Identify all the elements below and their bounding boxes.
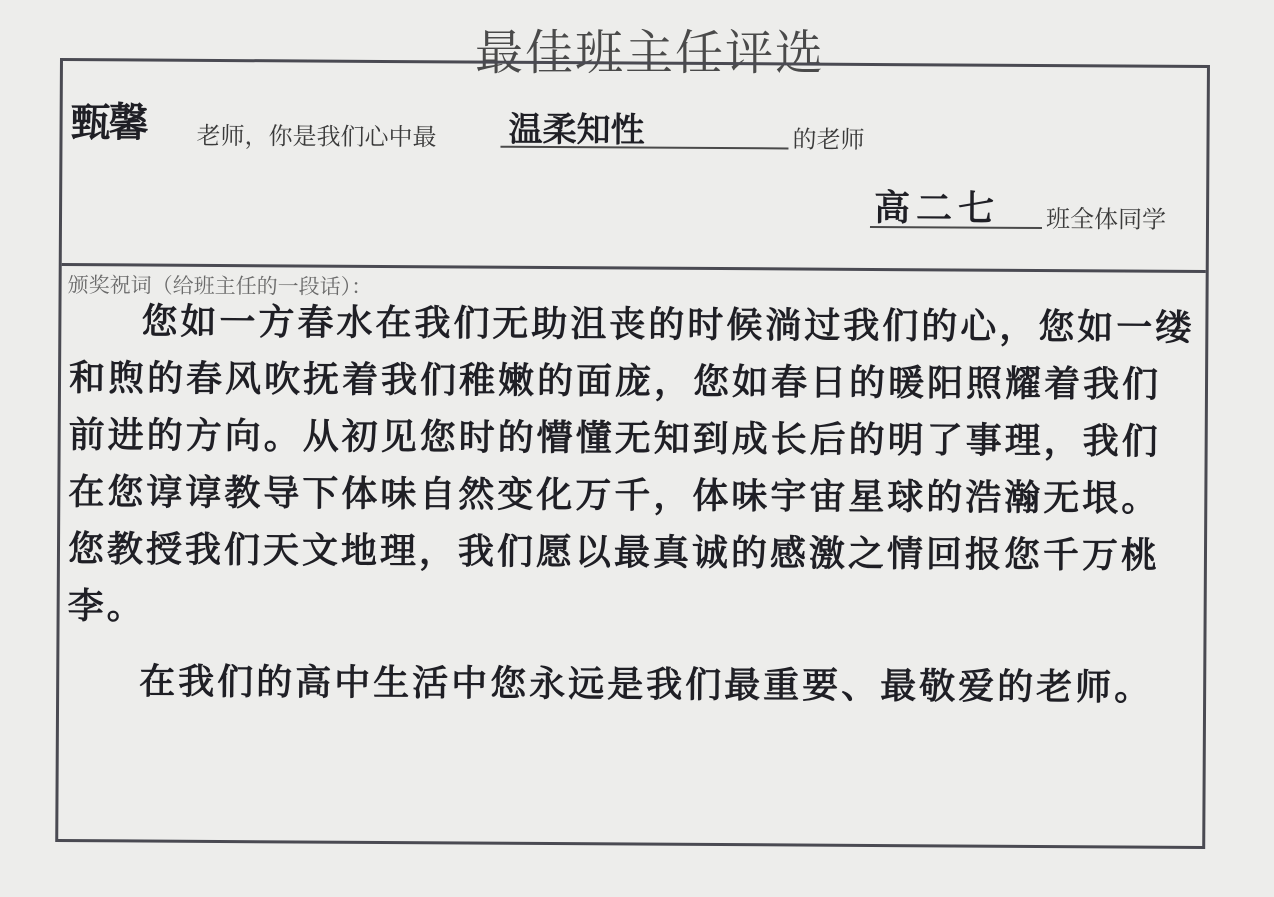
- class-suffix: 班全体同学: [1045, 205, 1167, 234]
- speech-label: 颁奖祝词（给班主任的一段话）：: [67, 273, 373, 299]
- dedication-section: [62, 81, 1207, 273]
- dedication-suffix: 的老师: [792, 125, 865, 154]
- page-title: 最佳班主任评选: [474, 25, 825, 81]
- teacher-name: 甄馨: [70, 99, 147, 147]
- class-name: 高二七: [873, 186, 1001, 230]
- speech-paragraph: 您如一方春水在我们无助沮丧的时候淌过我们的心，您如一缕和煦的春风吹抚着我们稚嫩的面庞，您如春日的暖阳照耀着我们前进的方向。从初见您时的懵懂无知到成长后的明了事理，我们在您谆谆教导下体味自然变化万千，体味宇宙星球的浩瀚无垠。您教授我们天文地理，我们愿以最真诚的感激之情回报您千万桃李。: [67, 300, 1195, 628]
- dedication-prefix: 老师，你是我们心中最: [196, 121, 437, 152]
- speech-paragraph: 在我们的高中生活中您永远是我们最重要、最敬爱的老师。: [139, 660, 1154, 709]
- class-blank: [870, 184, 1042, 229]
- adjective-blank: [500, 106, 788, 150]
- teacher-adjective: 温柔知性: [508, 109, 645, 151]
- nomination-form: [55, 58, 1210, 849]
